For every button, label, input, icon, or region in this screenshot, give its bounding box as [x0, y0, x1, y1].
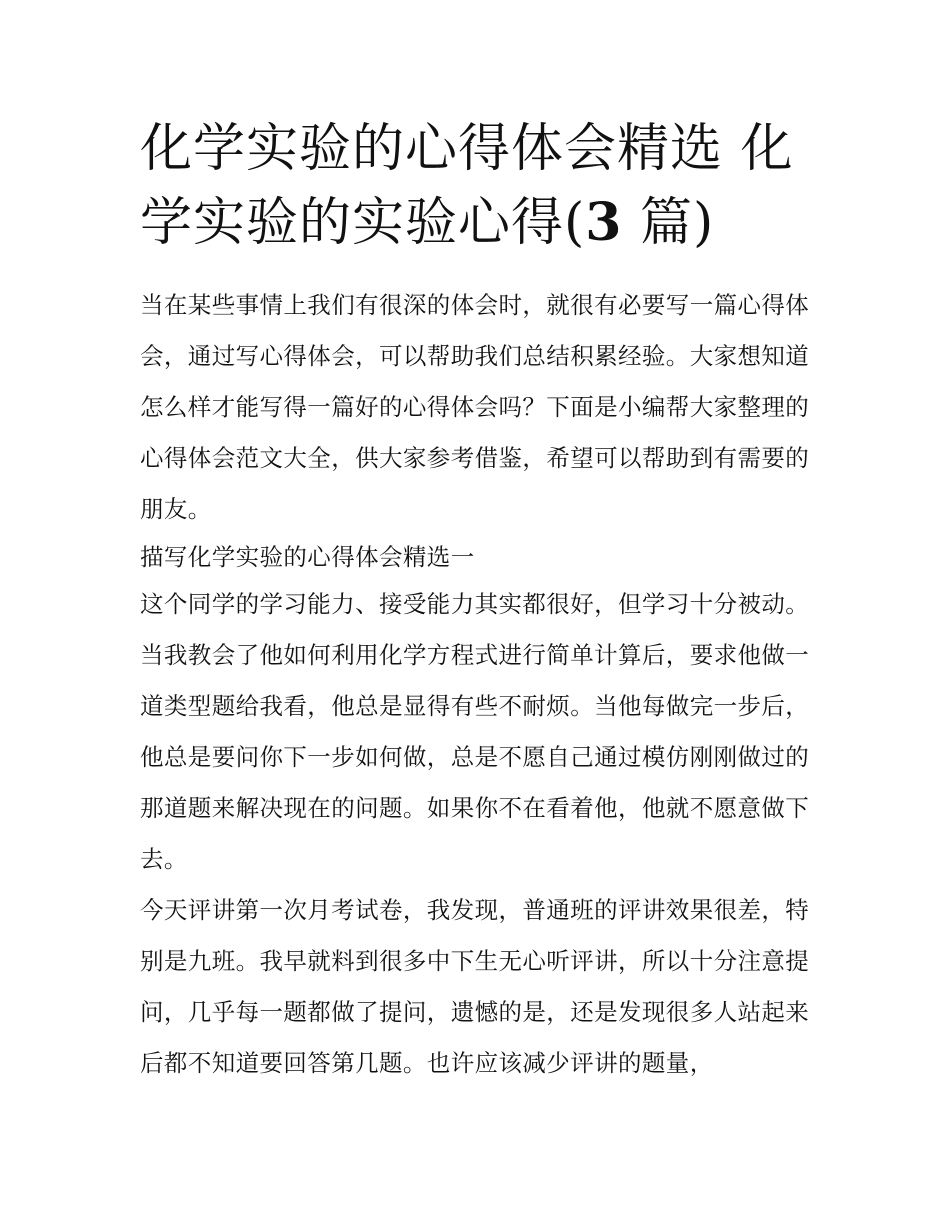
body-paragraph: 今天评讲第一次月考试卷，我发现，普通班的评讲效果很差，特别是九班。我早就料到很多中下生无心听评讲，所以十分注意提问，几乎每一题都做了提问，遗憾的是，还是发现很多人站起来后都不知道要回答第几题。也许应该减少评讲的题量，	[140, 896, 810, 1077]
intro-paragraph: 当在某些事情上我们有很深的体会时，就很有必要写一篇心得体会，通过写心得体会，可以帮助我们总结积累经验。大家想知道怎么样才能写得一篇好的心得体会吗？下面是小编帮大家整理的心得体会范文大全，供大家参考借鉴，希望可以帮助到有需要的朋友。	[140, 291, 810, 523]
document-body	[140, 280, 820, 1089]
document-title	[140, 112, 820, 260]
title-number: 3	[585, 192, 623, 253]
section-heading: 描写化学实验的心得体会精选一	[140, 543, 475, 571]
title-text-part1: 化学实验的心得体会精选 化学实验的实验心得(	[140, 119, 794, 253]
title-text-part2: 篇)	[622, 193, 715, 253]
body-paragraph: 这个同学的学习能力、接受能力其实都很好，但学习十分被动。当我教会了他如何利用化学方程式进行简单计算后，要求他做一道类型题给我看，他总是显得有些不耐烦。当他每做完一步后，他总是要问你下一步如何做，总是不愿自己通过模仿刚刚做过的那道题来解决现在的问题。如果你不在看着他，他就不愿意做下去。	[140, 590, 810, 873]
